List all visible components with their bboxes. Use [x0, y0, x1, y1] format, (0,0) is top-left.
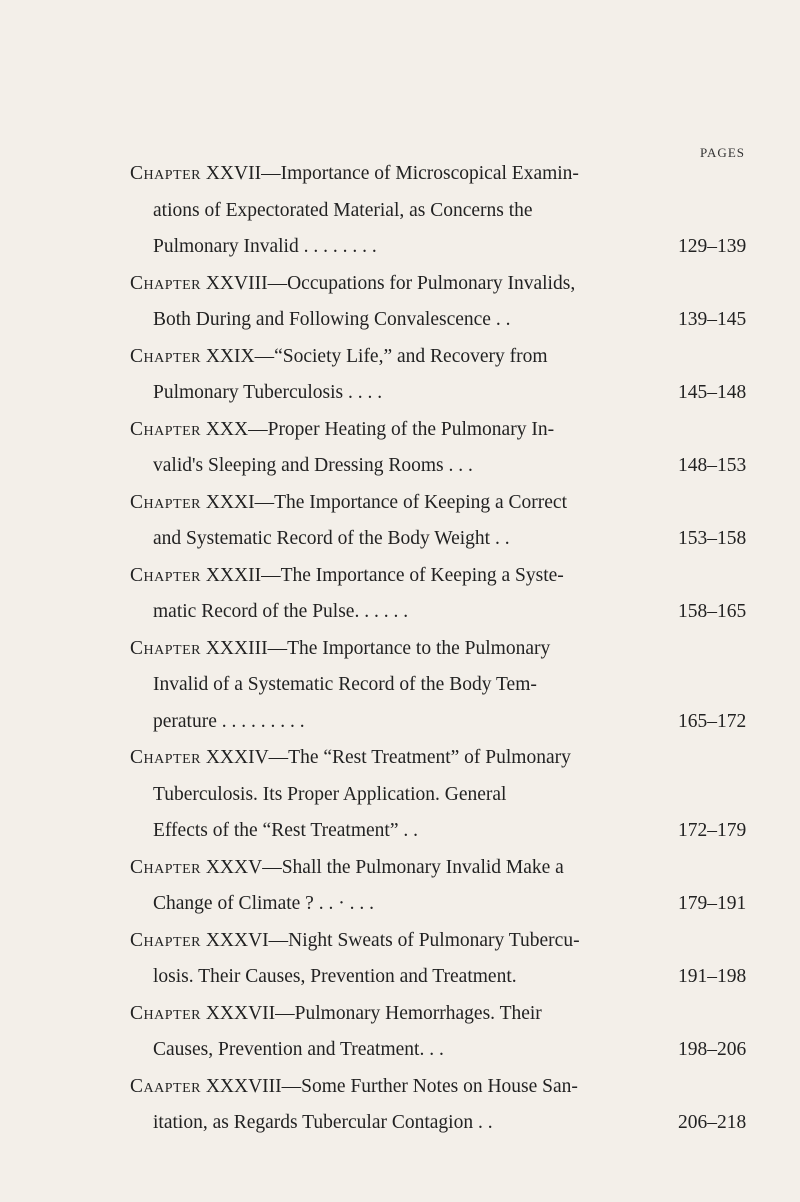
chapter-word: Chapter	[130, 272, 201, 294]
page-range: 179–191	[678, 893, 747, 914]
chapter-numeral: XXX	[200, 418, 249, 440]
page-range: 198–206	[678, 1039, 747, 1060]
chapter-word: Chapter	[130, 929, 201, 951]
chapter-numeral: XXXIV	[200, 747, 269, 768]
toc-entry-first-line	[130, 1076, 578, 1098]
toc-entry-first-line	[130, 1003, 542, 1025]
toc-entry-first-line	[130, 419, 554, 441]
toc-entry-continuation-line: Causes, Prevention and Treatment. . .	[153, 1039, 444, 1060]
chapter-word: Chapter	[130, 637, 201, 659]
chapter-numeral: XXXVII	[200, 1002, 276, 1024]
toc-entry-continuation-line: Effects of the “Rest Treatment” . .	[153, 820, 418, 841]
chapter-title-text: —Occupations for Pulmonary Invalids,	[267, 272, 576, 294]
toc-entry-first-line	[130, 857, 564, 879]
toc-entry-continuation-line: valid's Sleeping and Dressing Rooms . . .	[153, 455, 473, 476]
chapter-title-text: —Night Sweats of Pulmonary Tubercu-	[268, 929, 580, 951]
chapter-title-text: —The Importance of Keeping a Correct	[254, 491, 568, 513]
chapter-numeral: XXXI	[200, 491, 255, 513]
page-range: 145–148	[678, 382, 747, 403]
toc-entry-first-line	[130, 638, 550, 660]
chapter-word: Chapter	[130, 345, 201, 367]
chapter-word: Chapter	[130, 491, 201, 513]
chapter-numeral: XXXVIII	[200, 1075, 282, 1097]
toc-entry-first-line	[130, 163, 579, 185]
chapter-numeral: XXIX	[200, 345, 255, 367]
chapter-title-text: —Importance of Microscopical Examin-	[261, 163, 579, 184]
chapter-title-text: —Shall the Pulmonary Invalid Make a	[262, 856, 564, 878]
toc-entry-continuation-line: Change of Climate ? . . · . . .	[153, 893, 374, 914]
pages-column-heading: PAGES	[700, 145, 745, 160]
toc-entry-first-line	[130, 492, 567, 514]
page-range: 191–198	[678, 966, 747, 987]
toc-entry-first-line	[130, 346, 548, 368]
toc-entry-continuation-line: itation, as Regards Tubercular Contagion . .	[153, 1112, 493, 1133]
chapter-word: Chapter	[130, 418, 201, 440]
toc-entry-continuation-line: Invalid of a Systematic Record of the Body Tem-	[153, 674, 537, 695]
toc-entry-first-line	[130, 273, 575, 295]
page-range: 129–139	[678, 236, 747, 257]
toc-entry-continuation-line: Pulmonary Invalid . . . . . . . .	[153, 236, 377, 257]
page-range: 139–145	[678, 309, 747, 330]
toc-entry-continuation-line: ations of Expectorated Material, as Concerns the	[153, 199, 533, 221]
page-range: 158–165	[678, 601, 747, 622]
chapter-title-text: —The Importance to the Pulmonary	[267, 637, 551, 659]
chapter-word: Chapter	[130, 1002, 201, 1024]
toc-entry-continuation-line: perature . . . . . . . . .	[153, 710, 305, 732]
page-range: 206–218	[678, 1112, 747, 1133]
chapter-title-text: —“Society Life,” and Recovery from	[254, 345, 548, 367]
page-range: 153–158	[678, 528, 747, 549]
toc-entry-first-line	[130, 565, 564, 587]
chapter-numeral: XXVII	[200, 163, 262, 184]
chapter-word: Caapter	[130, 1075, 201, 1097]
chapter-title-text: —The Importance of Keeping a Syste-	[261, 564, 564, 586]
page-range: 148–153	[678, 455, 747, 476]
chapter-word: Chapter	[130, 564, 201, 586]
chapter-numeral: XXXVI	[200, 929, 269, 951]
chapter-title-text: —The “Rest Treatment” of Pulmonary	[268, 747, 571, 768]
chapter-numeral: XXXIII	[200, 637, 268, 659]
chapter-title-text: —Pulmonary Hemorrhages. Their	[275, 1002, 542, 1024]
toc-entry-continuation-line: Pulmonary Tuberculosis . . . .	[153, 382, 383, 403]
chapter-title-text: —Some Further Notes on House San-	[281, 1075, 578, 1097]
chapter-title-text: —Proper Heating of the Pulmonary In-	[248, 418, 555, 440]
toc-entry-continuation-line: Tuberculosis. Its Proper Application. General	[153, 783, 507, 805]
toc-entry-continuation-line: losis. Their Causes, Prevention and Treatment.	[153, 966, 517, 987]
page-range: 172–179	[678, 820, 747, 841]
toc-entry-continuation-line: Both During and Following Convalescence . .	[153, 309, 511, 330]
toc-entry-first-line	[130, 747, 571, 769]
chapter-numeral: XXXV	[200, 856, 263, 878]
chapter-word: Chapter	[130, 163, 201, 184]
toc-entry-continuation-line: matic Record of the Pulse. . . . . .	[153, 601, 409, 622]
chapter-word: Chapter	[130, 747, 201, 768]
chapter-numeral: XXVIII	[200, 272, 268, 294]
toc-entry-continuation-line: and Systematic Record of the Body Weight . .	[153, 528, 510, 549]
toc-entry-first-line	[130, 930, 580, 952]
page-range: 165–172	[678, 710, 747, 732]
chapter-numeral: XXXII	[200, 564, 262, 586]
chapter-word: Chapter	[130, 856, 201, 878]
